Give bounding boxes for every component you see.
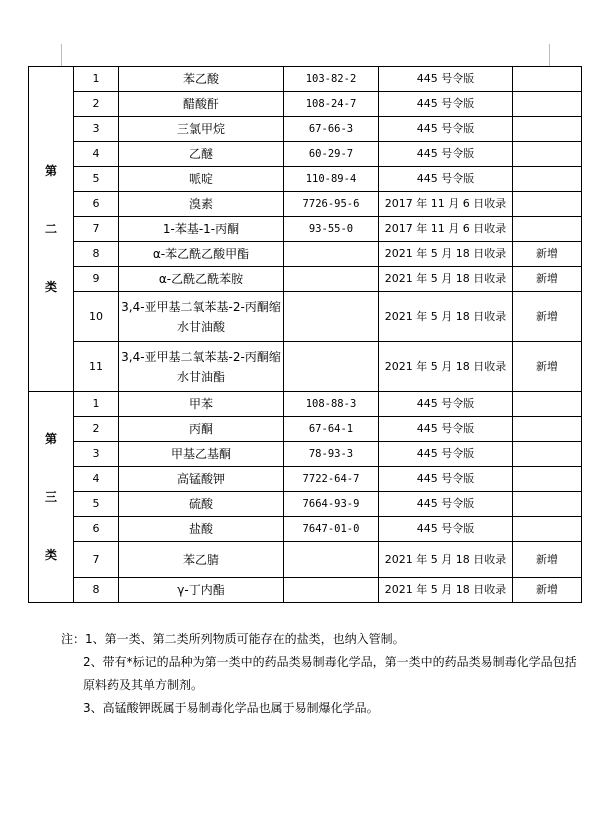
chemical-name: 乙醚 <box>119 142 284 167</box>
remark: 新增 <box>513 578 582 603</box>
remark <box>513 92 582 117</box>
remark <box>513 217 582 242</box>
cas-number: 108-88-3 <box>284 392 379 417</box>
inclusion-source: 2021 年 5 月 18 日收录 <box>379 542 513 578</box>
row-number: 8 <box>74 578 119 603</box>
chemical-name: 盐酸 <box>119 517 284 542</box>
table-row <box>29 192 582 217</box>
inclusion-source: 445 号令版 <box>379 92 513 117</box>
note-1: 注：1、第一类、第二类所列物质可能存在的盐类，也纳入管制。 <box>61 632 405 646</box>
chemical-name: 高锰酸钾 <box>119 467 284 492</box>
page-corner-mark-right <box>549 44 550 66</box>
cas-number <box>284 342 379 392</box>
inclusion-source: 2021 年 5 月 18 日收录 <box>379 292 513 342</box>
inclusion-source: 445 号令版 <box>379 67 513 92</box>
cas-number: 60-29-7 <box>284 142 379 167</box>
row-number: 6 <box>74 517 119 542</box>
row-number: 5 <box>74 492 119 517</box>
category2-label-char: 二 <box>44 222 57 236</box>
inclusion-source: 445 号令版 <box>379 442 513 467</box>
remark <box>513 392 582 417</box>
table-row <box>29 467 582 492</box>
remark: 新增 <box>513 542 582 578</box>
chemical-name: α-苯乙酰乙酸甲酯 <box>119 242 284 267</box>
inclusion-source: 445 号令版 <box>379 467 513 492</box>
remark: 新增 <box>513 342 582 392</box>
table-row <box>29 517 582 542</box>
table-row <box>29 342 582 392</box>
chemical-name: 硫酸 <box>119 492 284 517</box>
cas-number <box>284 292 379 342</box>
table-row <box>29 392 582 417</box>
remark: 新增 <box>513 242 582 267</box>
note-3: 3、高锰酸钾既属于易制毒化学品也属于易制爆化学品。 <box>83 701 379 715</box>
cas-number <box>284 267 379 292</box>
table-row <box>29 117 582 142</box>
row-number: 9 <box>74 267 119 292</box>
page-corner-mark-left <box>61 44 62 66</box>
remark <box>513 192 582 217</box>
inclusion-source: 2021 年 5 月 18 日收录 <box>379 342 513 392</box>
row-number: 7 <box>74 217 119 242</box>
category3-label-char: 类 <box>44 548 57 562</box>
table-row <box>29 142 582 167</box>
cas-number: 7647-01-0 <box>284 517 379 542</box>
cas-number: 93-55-0 <box>284 217 379 242</box>
category2-label-char: 类 <box>44 280 57 294</box>
cas-number: 7664-93-9 <box>284 492 379 517</box>
table-row <box>29 492 582 517</box>
cas-number <box>284 542 379 578</box>
row-number: 4 <box>74 467 119 492</box>
inclusion-source: 445 号令版 <box>379 517 513 542</box>
remark <box>513 67 582 92</box>
remark <box>513 417 582 442</box>
remark: 新增 <box>513 292 582 342</box>
cas-number: 7722-64-7 <box>284 467 379 492</box>
remark <box>513 442 582 467</box>
inclusion-source: 2021 年 5 月 18 日收录 <box>379 267 513 292</box>
table-row <box>29 92 582 117</box>
cas-number <box>284 242 379 267</box>
cas-number: 67-64-1 <box>284 417 379 442</box>
chemical-name: α-乙酰乙酰苯胺 <box>119 267 284 292</box>
remark <box>513 517 582 542</box>
table-row <box>29 267 582 292</box>
inclusion-source: 445 号令版 <box>379 392 513 417</box>
cas-number: 78-93-3 <box>284 442 379 467</box>
note-2: 2、带有*标记的品种为第一类中的药品类易制毒化学品，第一类中的药品类易制毒化学品包括原料药及其单方制剂。 <box>83 655 577 692</box>
cas-number: 110-89-4 <box>284 167 379 192</box>
chemical-name: 丙酮 <box>119 417 284 442</box>
chemical-name: 溴素 <box>119 192 284 217</box>
cas-number: 103-82-2 <box>284 67 379 92</box>
chemical-name: 苯乙酸 <box>119 67 284 92</box>
inclusion-source: 2021 年 5 月 18 日收录 <box>379 578 513 603</box>
precursor-chemicals-table <box>28 66 582 603</box>
inclusion-source: 445 号令版 <box>379 167 513 192</box>
row-number: 7 <box>74 542 119 578</box>
chemical-name: 醋酸酐 <box>119 92 284 117</box>
inclusion-source: 2017 年 11 月 6 日收录 <box>379 217 513 242</box>
table-row <box>29 242 582 267</box>
table-row <box>29 67 582 92</box>
cas-number: 108-24-7 <box>284 92 379 117</box>
row-number: 11 <box>74 342 119 392</box>
row-number: 8 <box>74 242 119 267</box>
inclusion-source: 2017 年 11 月 6 日收录 <box>379 192 513 217</box>
row-number: 4 <box>74 142 119 167</box>
table-row <box>29 442 582 467</box>
inclusion-source: 2021 年 5 月 18 日收录 <box>379 242 513 267</box>
table-row <box>29 217 582 242</box>
category2-label <box>29 67 74 392</box>
table-row <box>29 417 582 442</box>
row-number: 10 <box>74 292 119 342</box>
remark: 新增 <box>513 267 582 292</box>
table-row <box>29 542 582 578</box>
row-number: 3 <box>74 442 119 467</box>
remark <box>513 142 582 167</box>
inclusion-source: 445 号令版 <box>379 142 513 167</box>
chemical-name: γ-丁内酯 <box>119 578 284 603</box>
cas-number <box>284 578 379 603</box>
notes-section <box>61 628 581 720</box>
category2-label-char: 第 <box>44 164 57 178</box>
row-number: 1 <box>74 392 119 417</box>
remark <box>513 117 582 142</box>
category3-label-char: 三 <box>44 490 57 504</box>
category3-label <box>29 392 74 603</box>
chemical-name: 1-苯基-1-丙酮 <box>119 217 284 242</box>
cas-number: 7726-95-6 <box>284 192 379 217</box>
remark <box>513 167 582 192</box>
chemical-name: 三氯甲烷 <box>119 117 284 142</box>
table-body <box>29 67 582 603</box>
row-number: 5 <box>74 167 119 192</box>
remark <box>513 467 582 492</box>
category3-label-char: 第 <box>44 432 57 446</box>
chemical-name: 哌啶 <box>119 167 284 192</box>
row-number: 2 <box>74 417 119 442</box>
table-row <box>29 167 582 192</box>
row-number: 3 <box>74 117 119 142</box>
row-number: 2 <box>74 92 119 117</box>
chemical-name: 苯乙腈 <box>119 542 284 578</box>
chemical-name: 甲苯 <box>119 392 284 417</box>
row-number: 6 <box>74 192 119 217</box>
inclusion-source: 445 号令版 <box>379 417 513 442</box>
inclusion-source: 445 号令版 <box>379 117 513 142</box>
table-row <box>29 292 582 342</box>
row-number: 1 <box>74 67 119 92</box>
remark <box>513 492 582 517</box>
chemical-name: 甲基乙基酮 <box>119 442 284 467</box>
cas-number: 67-66-3 <box>284 117 379 142</box>
chemical-name: 3,4-亚甲基二氧苯基-2-丙酮缩水甘油酯 <box>119 342 284 392</box>
table-row <box>29 578 582 603</box>
chemical-name: 3,4-亚甲基二氧苯基-2-丙酮缩水甘油酸 <box>119 292 284 342</box>
inclusion-source: 445 号令版 <box>379 492 513 517</box>
